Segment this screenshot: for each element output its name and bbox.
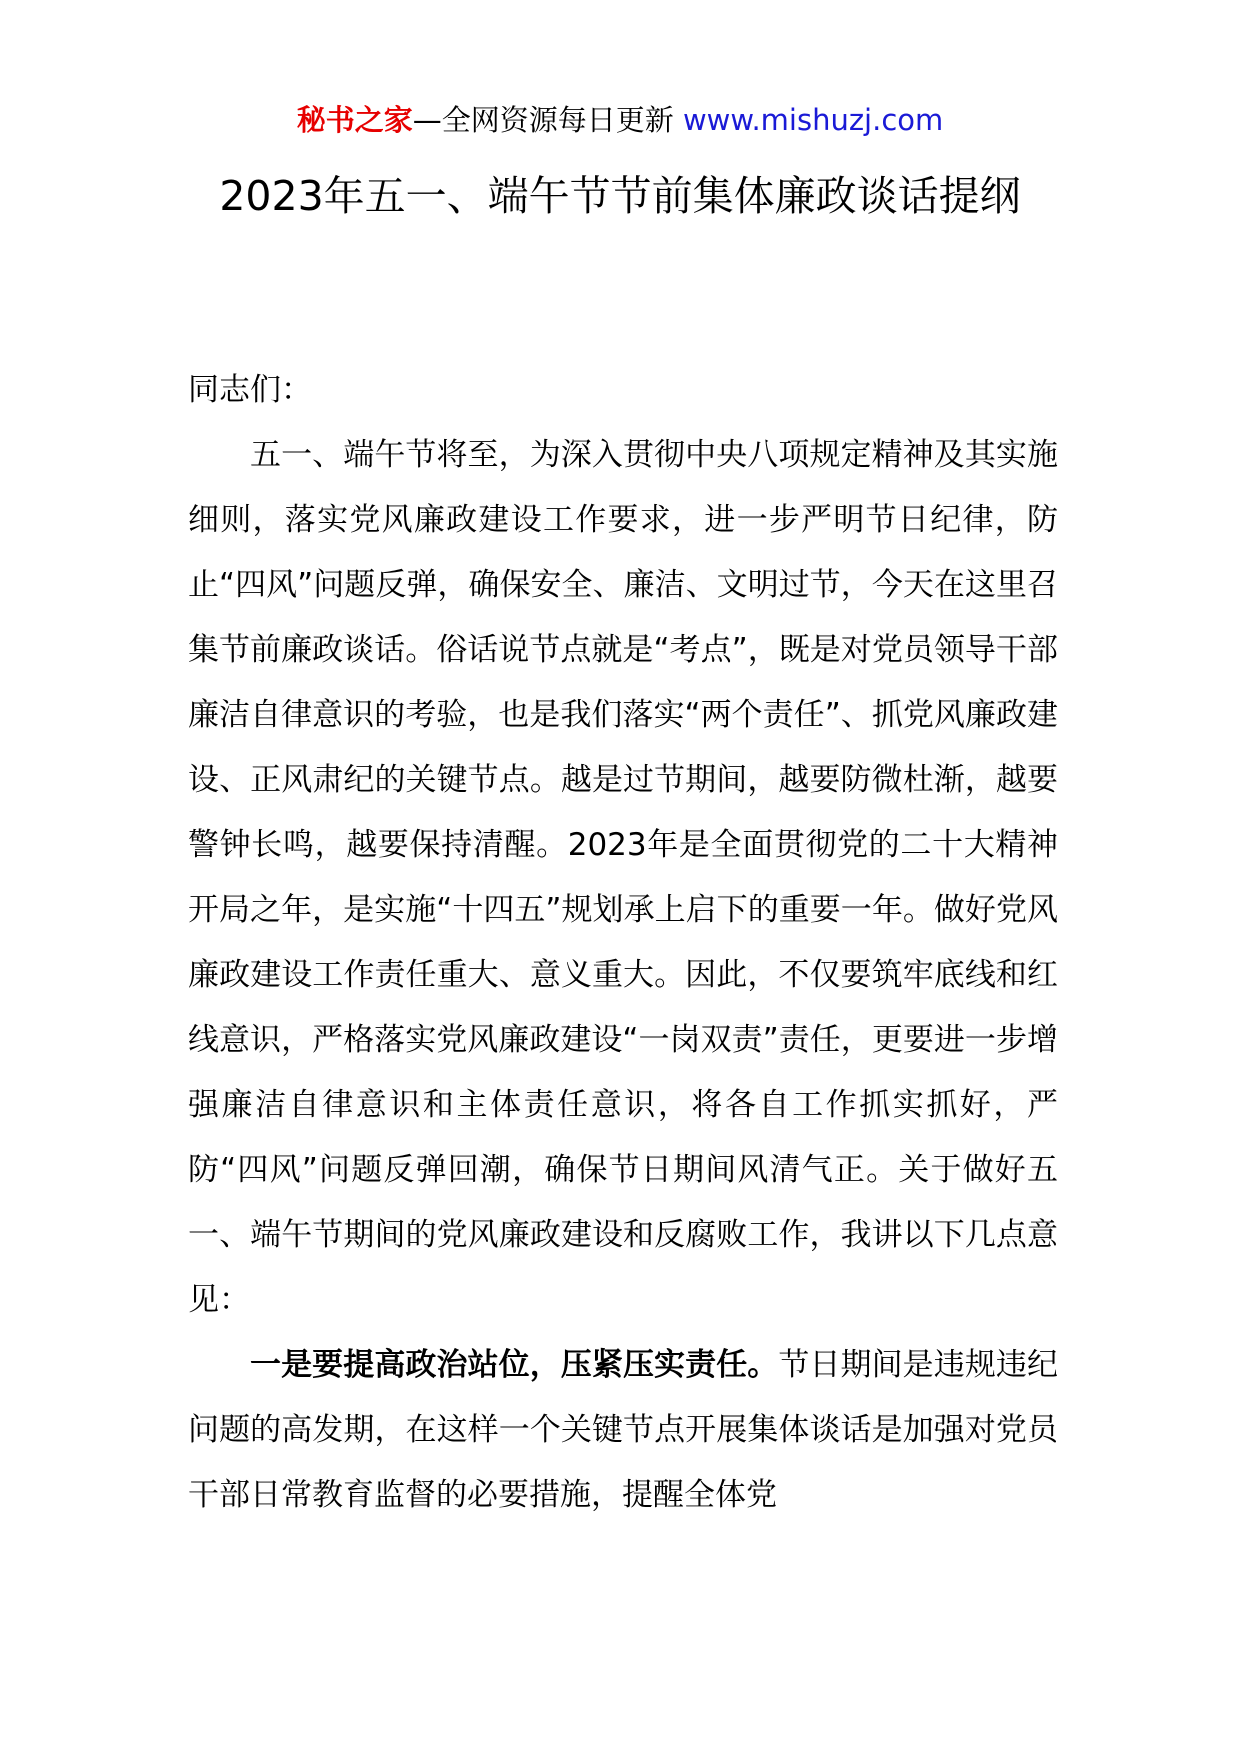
site-url-link[interactable]: www.mishuzj.com — [682, 103, 944, 137]
paragraph-intro: 五一、端午节将至，为深入贯彻中央八项规定精神及其实施细则，落实党风廉政建设工作要求，进一步严明节日纪律，防止“四风”问题反弹，确保安全、廉洁、文明过节，今天在这里召集节前廉政谈话。俗话说节点就是“考点”，既是对党员领导干部廉洁自律意识的考验，也是我们落实“两个责任”、抓党风廉政建设、正风肃纪的关键节点。越是过节期间，越要防微杜渐，越要警钟长鸣，越要保持清醒。2023年是全面贯彻党的二十大精神开局之年，是实施“十四五”规划承上启下的重要一年。做好党风廉政建设工作责任重大、意义重大。因此，不仅要筑牢底线和红线意识，严格落实党风廉政建设“一岗双责”责任，更要进一步增强廉洁自律意识和主体责任意识，将各自工作抓实抓好，严防“四风”问题反弹回潮，确保节日期间风清气正。关于做好五一、端午节期间的党风廉政建设和反腐败工作，我讲以下几点意见： — [188, 437, 1058, 1318]
point-one-heading: 一是要提高政治站位，压紧压实责任。 — [250, 1347, 779, 1383]
site-header — [0, 100, 1240, 140]
salutation: 同志们： — [188, 372, 312, 408]
brand-name: 秘书之家 — [296, 103, 413, 137]
paragraph-point-one — [188, 1333, 1058, 1528]
document-body — [188, 358, 1058, 1528]
document-title: 2023年五一、端午节节前集体廉政谈话提纲 — [219, 172, 1021, 220]
point-one-text: 节日期间是违规违纪问题的高发期，在这样一个关键节点开展集体谈话是加强对党员干部日常教育监督的必要措施，提醒全体党 — [188, 1347, 1058, 1513]
header-slogan: —全网资源每日更新 — [412, 103, 674, 137]
